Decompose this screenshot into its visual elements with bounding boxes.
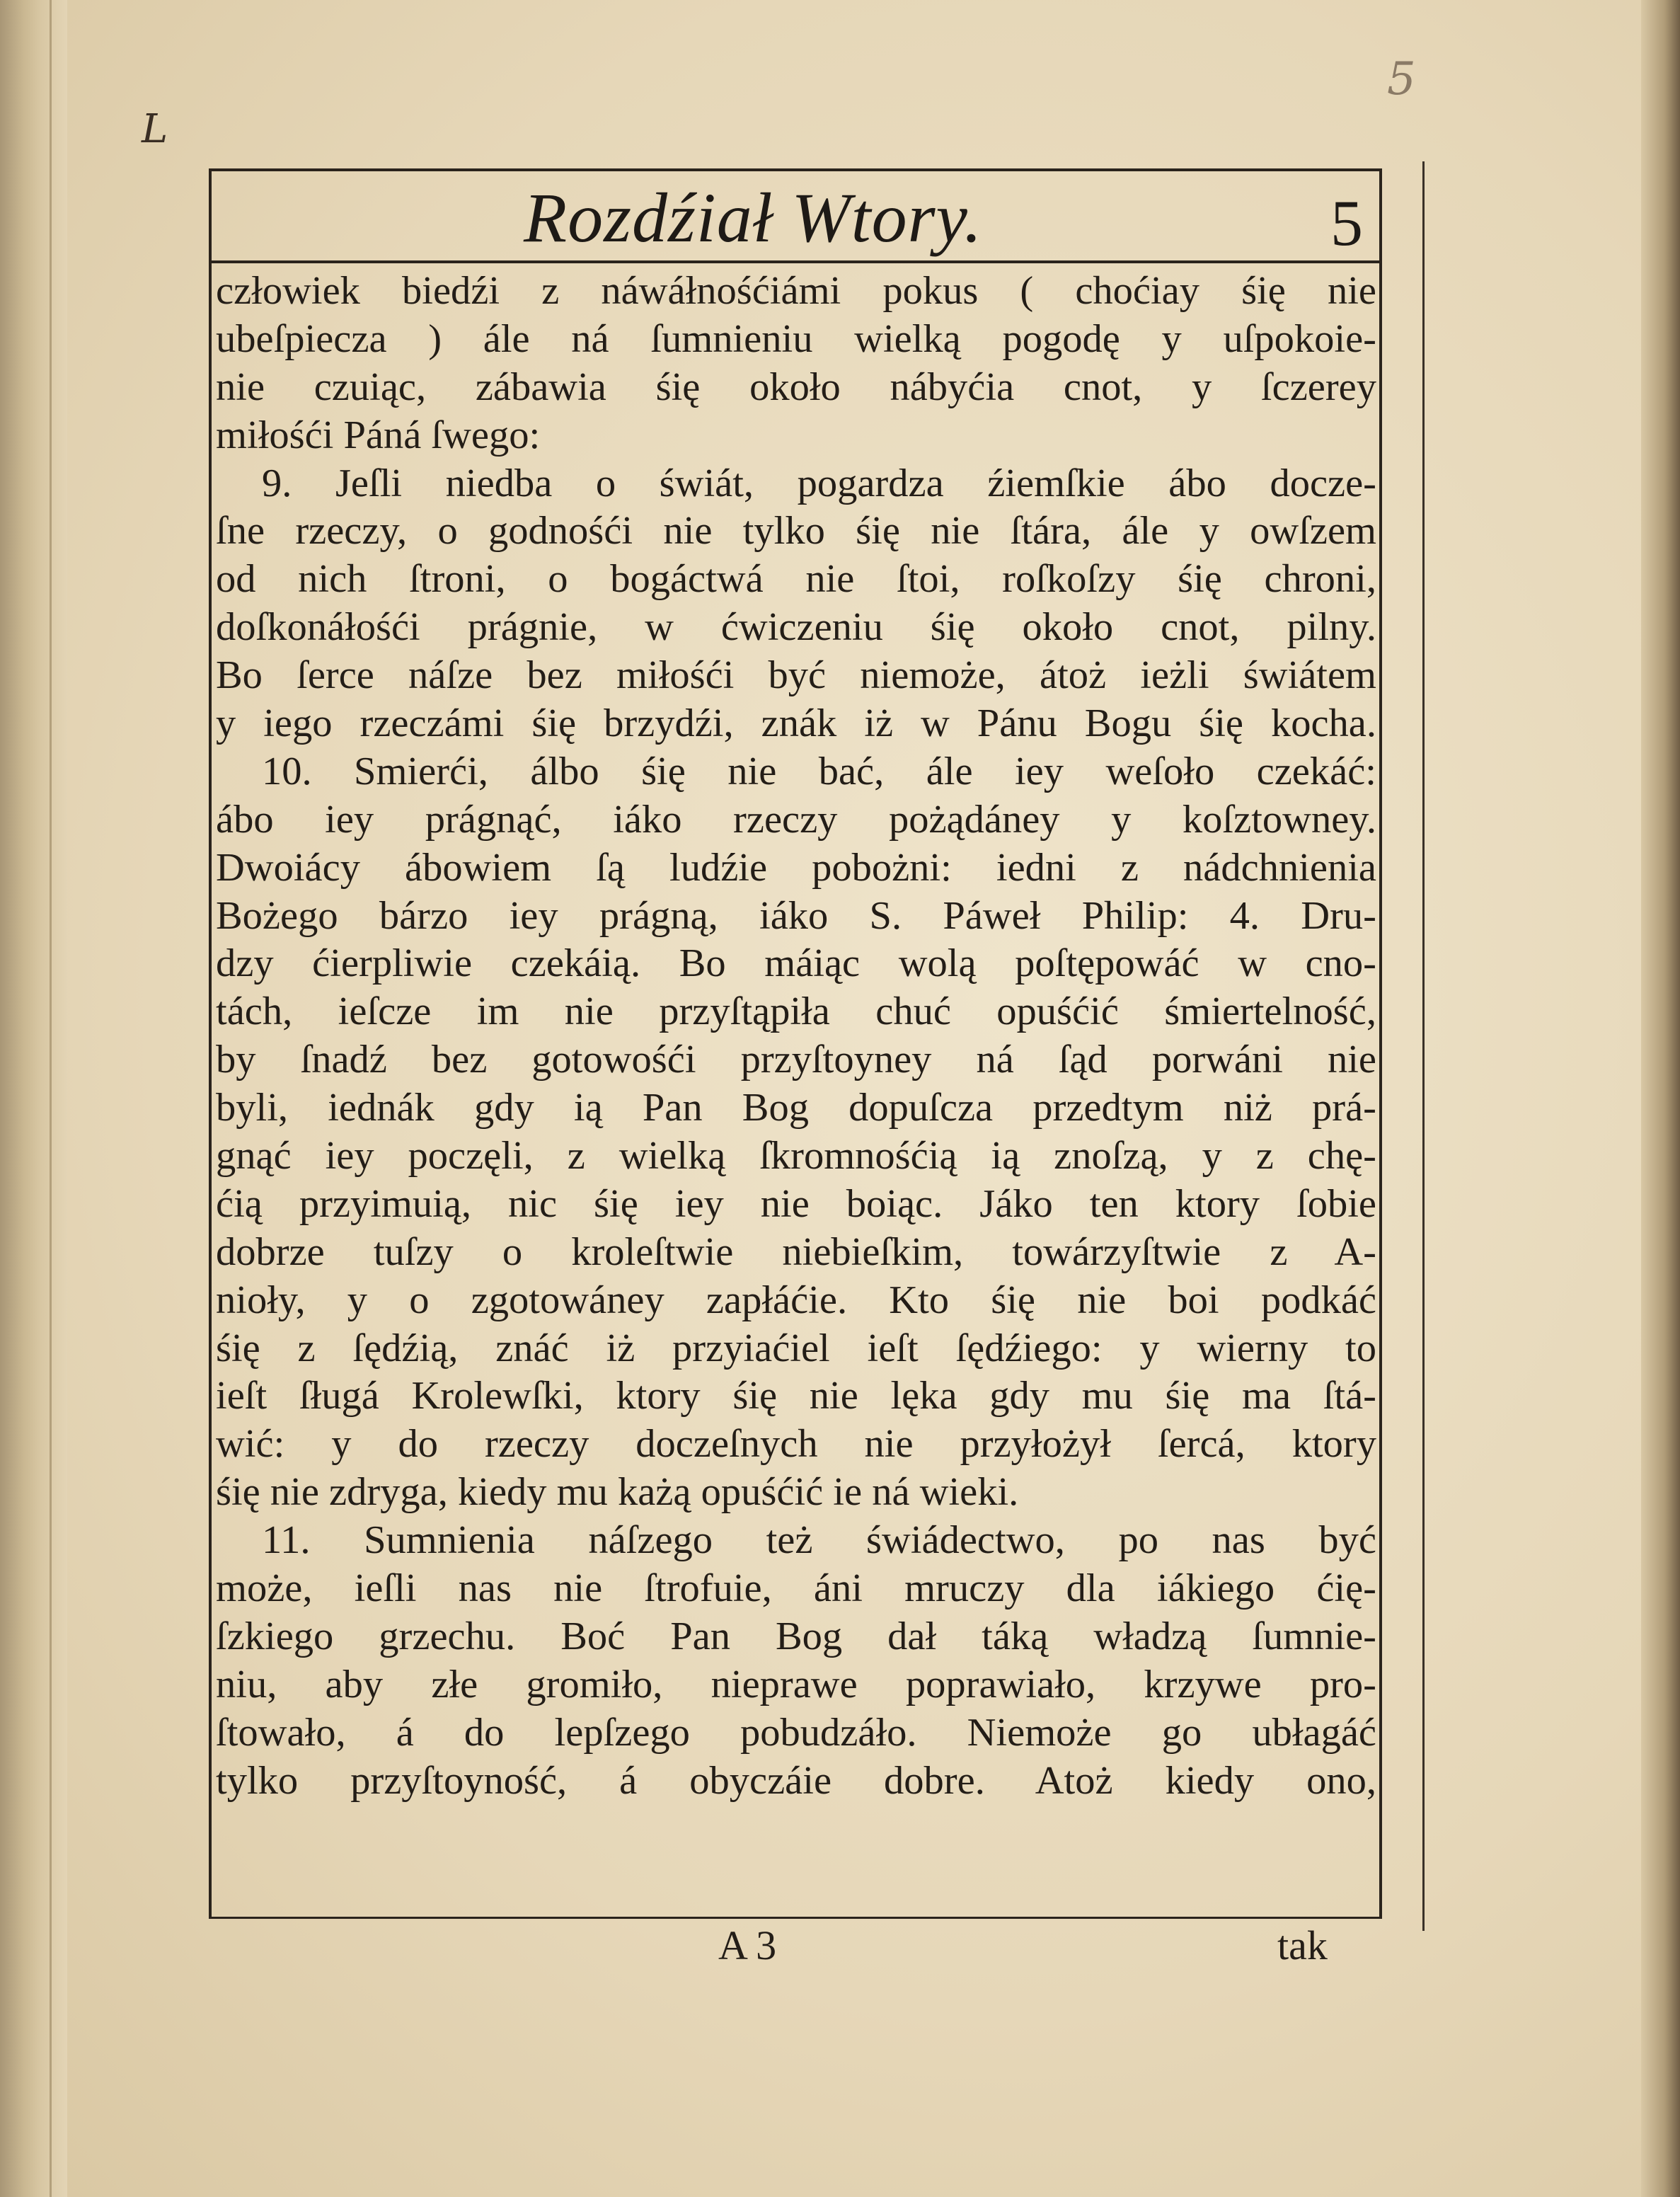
text-line: niu, aby złe gromiło, nieprawe poprawiało, krzywe pro-: [216, 1662, 1376, 1706]
signature-mark: A 3: [718, 1922, 777, 1968]
text-line: Bo ſerce náſze bez miłośći być niemoże, átoż ieżli świátem: [216, 653, 1376, 698]
frame-top-rule: [209, 168, 1382, 171]
text-line: tylko przyſtoyność, á obyczáie dobre. Atoż kiedy ono,: [216, 1758, 1376, 1803]
text-line: ćią przyimuią, nic śię iey nie boiąc. Jáko ten ktory ſobie: [216, 1181, 1376, 1226]
gutter-fold-line: [50, 0, 52, 2197]
header-rule: [209, 260, 1382, 263]
text-line: tách, ieſcze im nie przyſtąpiła chuć opuśćić śmiertelność,: [216, 989, 1376, 1034]
text-line: 10. Smierći, álbo śię nie bać, ále iey weſoło czekáć:: [262, 749, 1376, 793]
text-line: może, ieſli nas nie ſtrofuie, áni mruczy dla iákiego ćię-: [216, 1566, 1376, 1611]
text-line: ubeſpiecza ) ále ná ſumnieniu wielką pogodę y uſpokoie-: [216, 316, 1376, 361]
text-line: ſne rzeczy, o godnośći nie tylko śię nie ſtára, ále y owſzem: [216, 509, 1376, 553]
catchword: tak: [1277, 1922, 1328, 1968]
text-line: śię z ſędźią, znáć iż przyiaćiel ieſt ſędźiego: y wierny to: [216, 1326, 1376, 1370]
text-line: ſzkiego grzechu. Boć Pan Bog dał táką władzą ſumnie-: [216, 1614, 1376, 1658]
text-line: od nich ſtroni, o bogáctwá nie ſtoi, roſkoſzy śię chroni,: [216, 557, 1376, 602]
text-line: dobrze tuſzy o kroleſtwie niebieſkim, towárzyſtwie z A-: [216, 1229, 1376, 1274]
running-head: Rozdźiał Wtory.: [524, 178, 983, 257]
text-line: nioły, y o zgotowáney zapłáćie. Kto śię nie boi podkáć: [216, 1278, 1376, 1322]
text-line: ieſt ſługá Krolewſki, ktory śię nie lęka gdy mu śię ma ſtá-: [216, 1374, 1376, 1418]
text-line: Bożego bárzo iey prágną, iáko S. Páweł Philip: 4. Dru-: [216, 893, 1376, 938]
text-line: miłośći Páná ſwego:: [216, 413, 541, 457]
text-line: śię nie zdryga, kiedy mu każą opuśćić ie ná wieki.: [216, 1470, 1019, 1515]
handwritten-margin-note-left: L: [142, 106, 168, 152]
text-line: gnąć iey poczęli, z wielką ſkromnośćią ią znoſzą, y z chę-: [216, 1134, 1376, 1178]
binding-gutter: [0, 0, 67, 2197]
text-line: wić: y do rzeczy doczeſnych nie przyłożył ſercá, ktory: [216, 1422, 1376, 1467]
body-text: [216, 268, 1376, 1806]
page-edge: [1641, 0, 1680, 2197]
page-number: 5: [1330, 187, 1363, 259]
text-line: by ſnadź bez gotowośći przyſtoyney ná ſąd porwáni nie: [216, 1038, 1376, 1082]
text-line: 9. Jeſli niedba o świát, pogardza źiemſkie ábo docze-: [262, 461, 1376, 505]
handwritten-page-number: 5: [1387, 53, 1416, 105]
text-line: ábo iey prágnąć, iáko rzeczy pożądáney y koſztowney.: [216, 797, 1376, 842]
text-line: Dwoiácy ábowiem ſą ludźie pobożni: iedni z nádchnienia: [216, 845, 1376, 890]
outer-frame-rule: [1422, 161, 1425, 1931]
text-line: dzy ćierpliwie czekáią. Bo máiąc wolą poſtępowáć w cno-: [216, 941, 1376, 986]
text-line: doſkonáłośći prágnie, w ćwiczeniu śię około cnot, pilny.: [216, 605, 1376, 650]
text-line: ſtowało, á do lepſzego pobudzáło. Niemoże go ubłagáć: [216, 1710, 1376, 1755]
text-line: człowiek biedźi z náwáłnośćiámi pokus ( choćiay śię nie: [216, 269, 1376, 313]
text-line: byli, iednák gdy ią Pan Bog dopuſcza przedtym niż prá-: [216, 1086, 1376, 1130]
text-line: nie czuiąc, zábawia śię około nábyćia cnot, y ſczerey: [216, 365, 1376, 409]
text-line: y iego rzeczámi śię brzydźi, znák iż w Pánu Bogu śię kocha.: [216, 701, 1376, 746]
text-line: 11. Sumnienia náſzego też świádectwo, po nas być: [262, 1518, 1376, 1563]
